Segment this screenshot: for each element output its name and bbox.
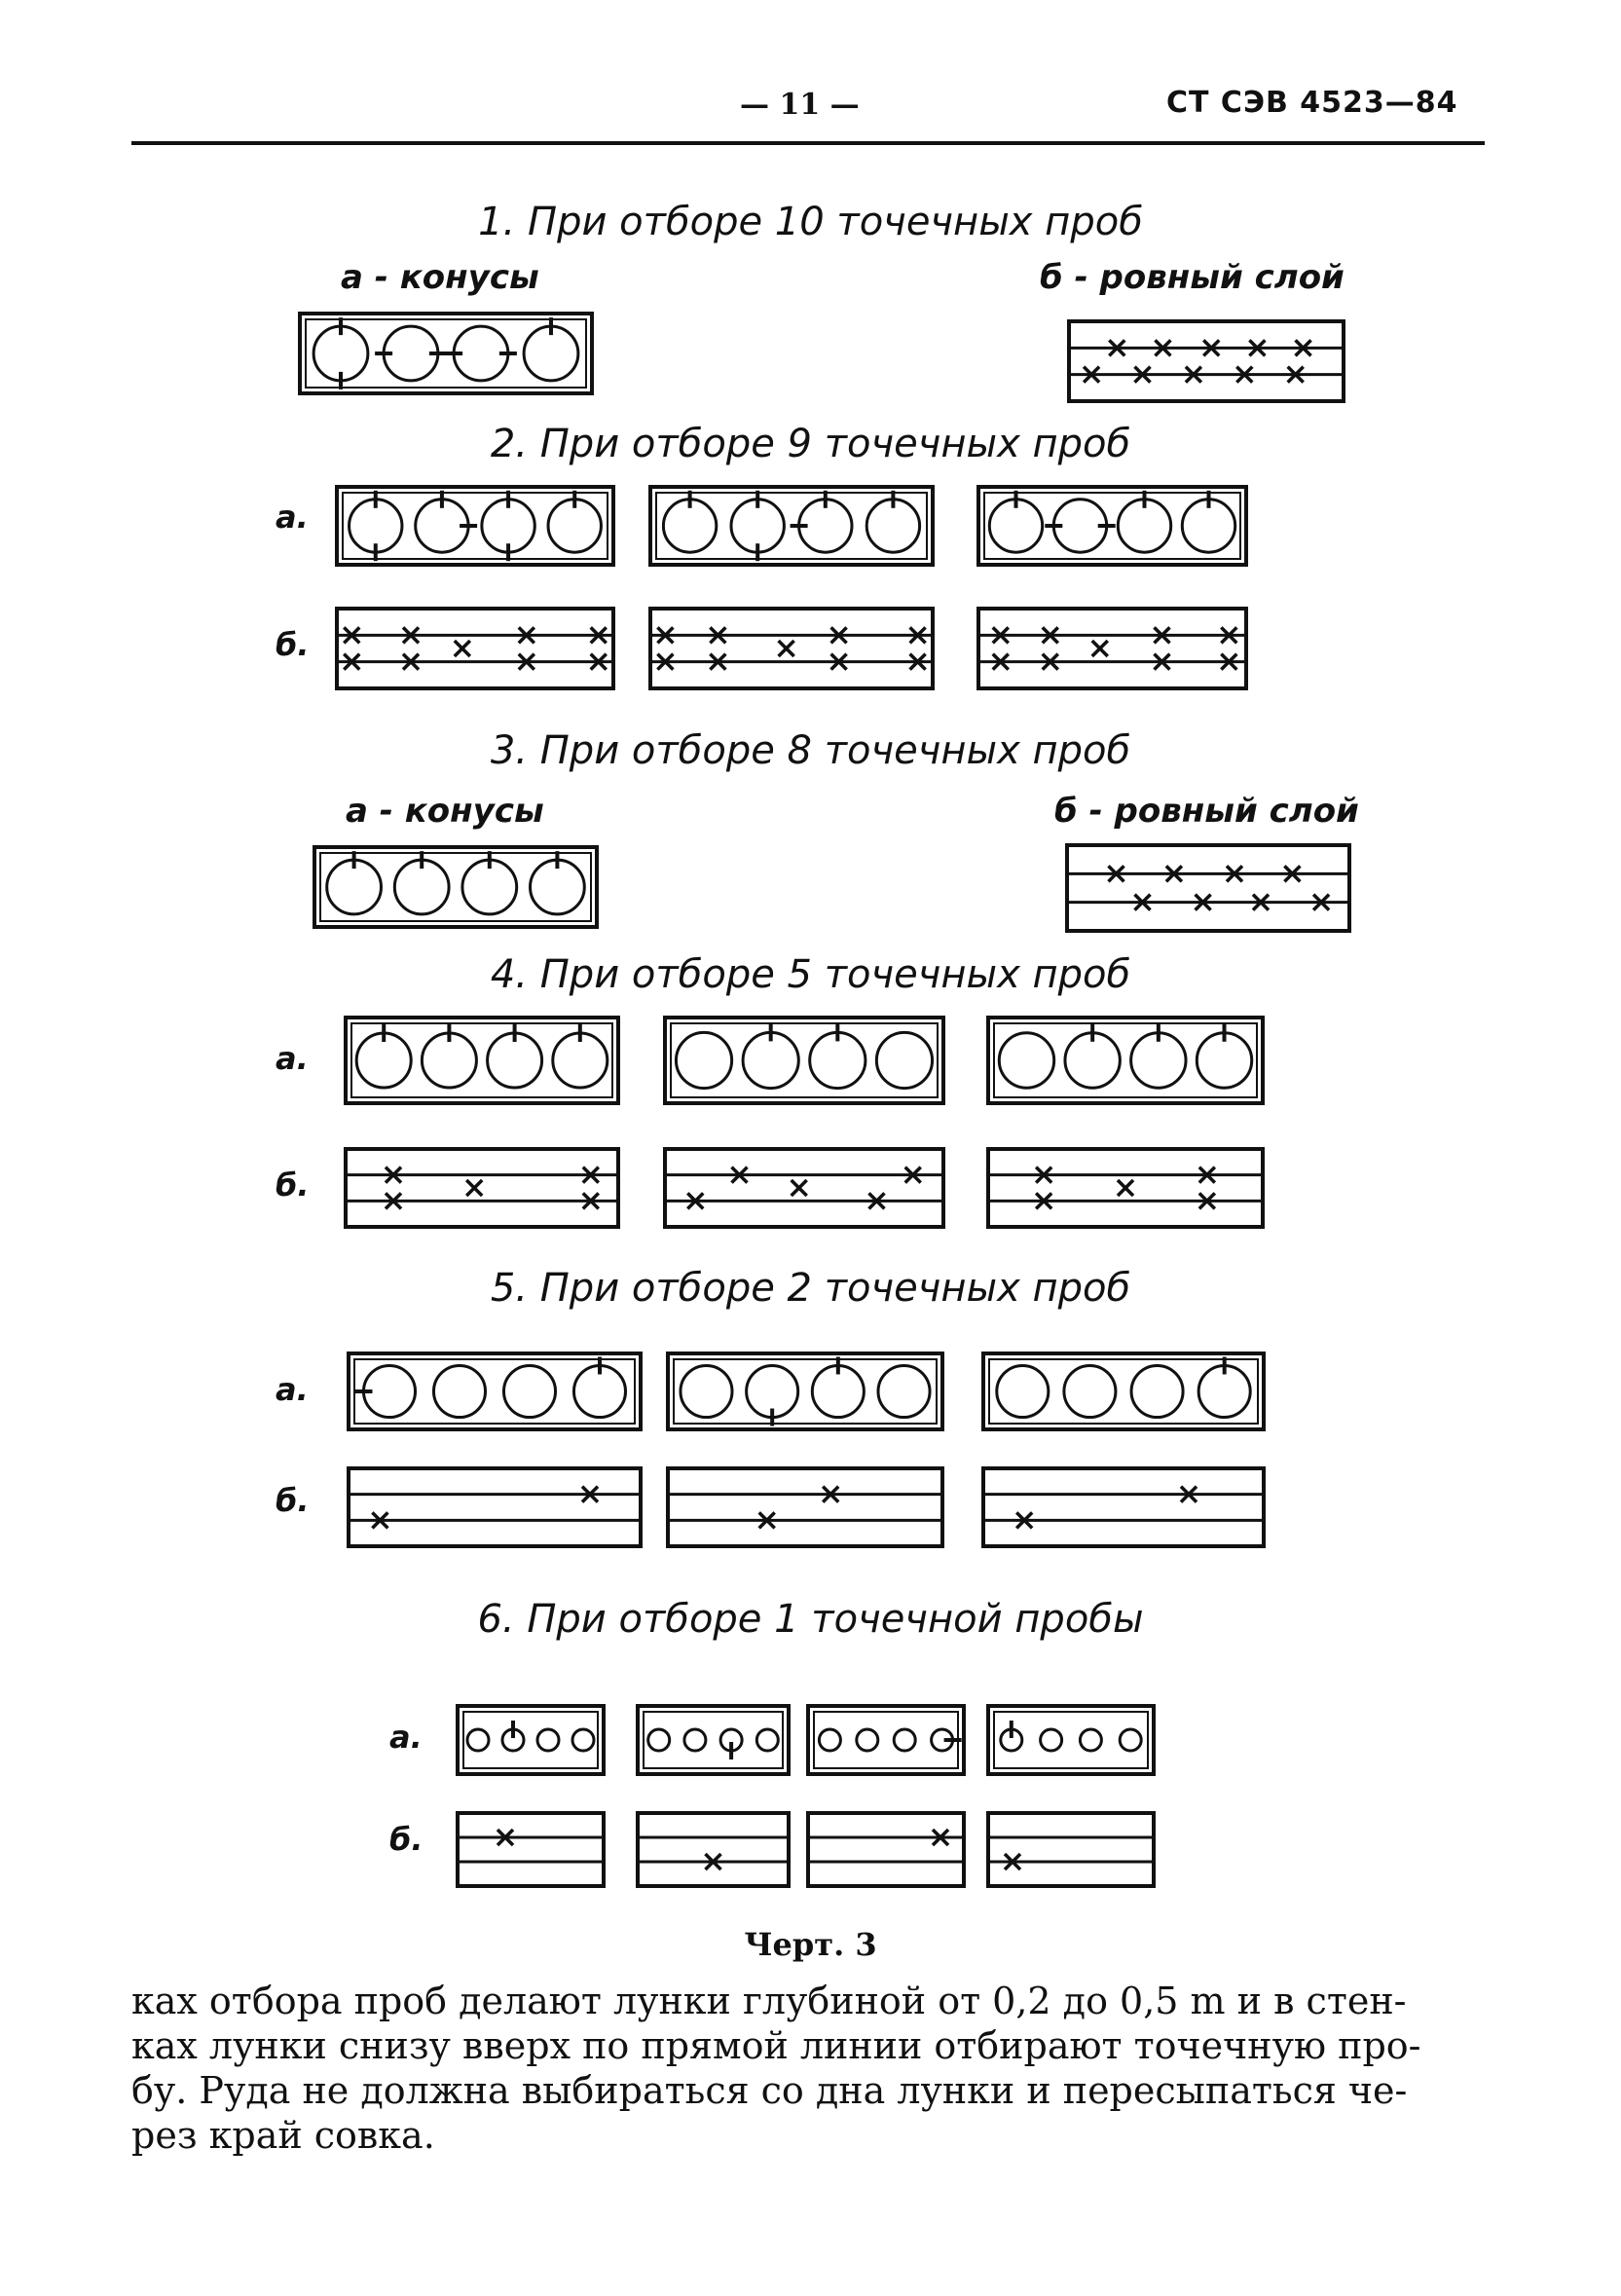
cone-box — [808, 1706, 964, 1774]
page-number: — 11 — — [740, 88, 860, 122]
cone-box-inner — [463, 1712, 598, 1768]
section-1-cones-label: а - конусы — [341, 258, 539, 297]
section-5-title: 5. При отборе 2 точечных проб — [490, 1266, 1131, 1311]
layer-box — [978, 609, 1246, 688]
cone-circle — [681, 1365, 732, 1417]
body-text — [131, 1979, 1480, 2158]
section-6-row-b-label: б. — [389, 1821, 424, 1858]
cone-circle — [572, 1729, 594, 1751]
standard-designation: СТ СЭВ 4523—84 — [1166, 86, 1458, 120]
body-line: ках лунки снизу вверх по прямой линии отбирают точечную про- — [131, 2024, 1421, 2067]
cone-circle — [819, 1729, 840, 1751]
section-2-row-a-label: а. — [276, 499, 309, 536]
layer-box — [1067, 845, 1349, 931]
cone-circle — [999, 1033, 1053, 1088]
cone-box — [988, 1018, 1263, 1103]
section-3-layer-label: б - ровный слой — [1054, 792, 1359, 831]
cone-circle — [1041, 1729, 1062, 1751]
cone-circle — [1080, 1729, 1101, 1751]
cone-circle — [503, 1365, 555, 1417]
section-3-title: 3. При отборе 8 точечных проб — [490, 728, 1131, 773]
cone-circle — [894, 1729, 915, 1751]
cone-circle — [1120, 1729, 1141, 1751]
cone-box — [665, 1018, 943, 1103]
cone-box — [458, 1706, 604, 1774]
section-2-row-b-label: б. — [276, 626, 310, 663]
layer-box — [638, 1813, 789, 1886]
figure-caption: Черт. 3 — [744, 1926, 877, 1963]
cone-circle — [1131, 1365, 1183, 1417]
cone-circle — [684, 1729, 706, 1751]
section-4-row-b-label: б. — [276, 1167, 310, 1204]
section-6-title: 6. При отборе 1 точечной пробы — [477, 1597, 1144, 1642]
body-line: ках отбора проб делают лунки глубиной от 0,2 до 0,5 m и в стен- — [131, 1980, 1407, 2022]
cone-box-inner — [354, 1359, 635, 1424]
section-1-title: 1. При отборе 10 точечных проб — [478, 200, 1143, 244]
layer-box — [665, 1149, 943, 1227]
cone-circle — [676, 1032, 731, 1088]
section-1-layer-label: б - ровный слой — [1040, 258, 1345, 297]
cone-circle — [1064, 1365, 1116, 1417]
cone-circle — [467, 1729, 489, 1751]
cone-circle — [876, 1032, 932, 1088]
cone-circle — [878, 1365, 930, 1417]
section-6-row-a-label: а. — [389, 1719, 423, 1756]
cone-box-inner — [674, 1359, 937, 1424]
cone-circle — [537, 1729, 559, 1751]
body-line: рез край совка. — [131, 2114, 435, 2157]
layer-box — [650, 609, 933, 688]
section-5-row-a-label: а. — [276, 1371, 309, 1408]
cone-circle — [433, 1365, 485, 1417]
cone-circle — [648, 1729, 670, 1751]
layer-box — [458, 1813, 604, 1886]
cone-box-inner — [814, 1712, 958, 1768]
cone-circle — [857, 1729, 878, 1751]
layer-box — [346, 1149, 618, 1227]
section-4-row-a-label: а. — [276, 1040, 309, 1077]
cone-box — [988, 1706, 1154, 1774]
body-line: бу. Руда не должна выбираться со дна лунки и пересыпаться че- — [131, 2069, 1408, 2112]
layer-box — [349, 1468, 641, 1546]
cone-box-inner — [994, 1712, 1148, 1768]
cone-box — [638, 1706, 789, 1774]
layer-box — [1069, 321, 1344, 401]
cone-box-inner — [644, 1712, 783, 1768]
cone-box-inner — [989, 1359, 1258, 1424]
cone-box-inner — [320, 853, 591, 921]
section-3-cones-label: а - конусы — [346, 792, 544, 831]
section-4-title: 4. При отборе 5 точечных проб — [490, 952, 1131, 997]
cone-circle — [756, 1729, 778, 1751]
section-2-title: 2. При отборе 9 точечных проб — [490, 422, 1131, 466]
cone-box — [346, 1018, 618, 1103]
layer-box — [668, 1468, 942, 1546]
layer-box — [337, 609, 613, 688]
layer-box — [983, 1468, 1264, 1546]
layer-box — [808, 1813, 964, 1886]
section-5-row-b-label: б. — [276, 1482, 310, 1519]
cone-circle — [997, 1365, 1049, 1417]
layer-box — [988, 1813, 1154, 1886]
